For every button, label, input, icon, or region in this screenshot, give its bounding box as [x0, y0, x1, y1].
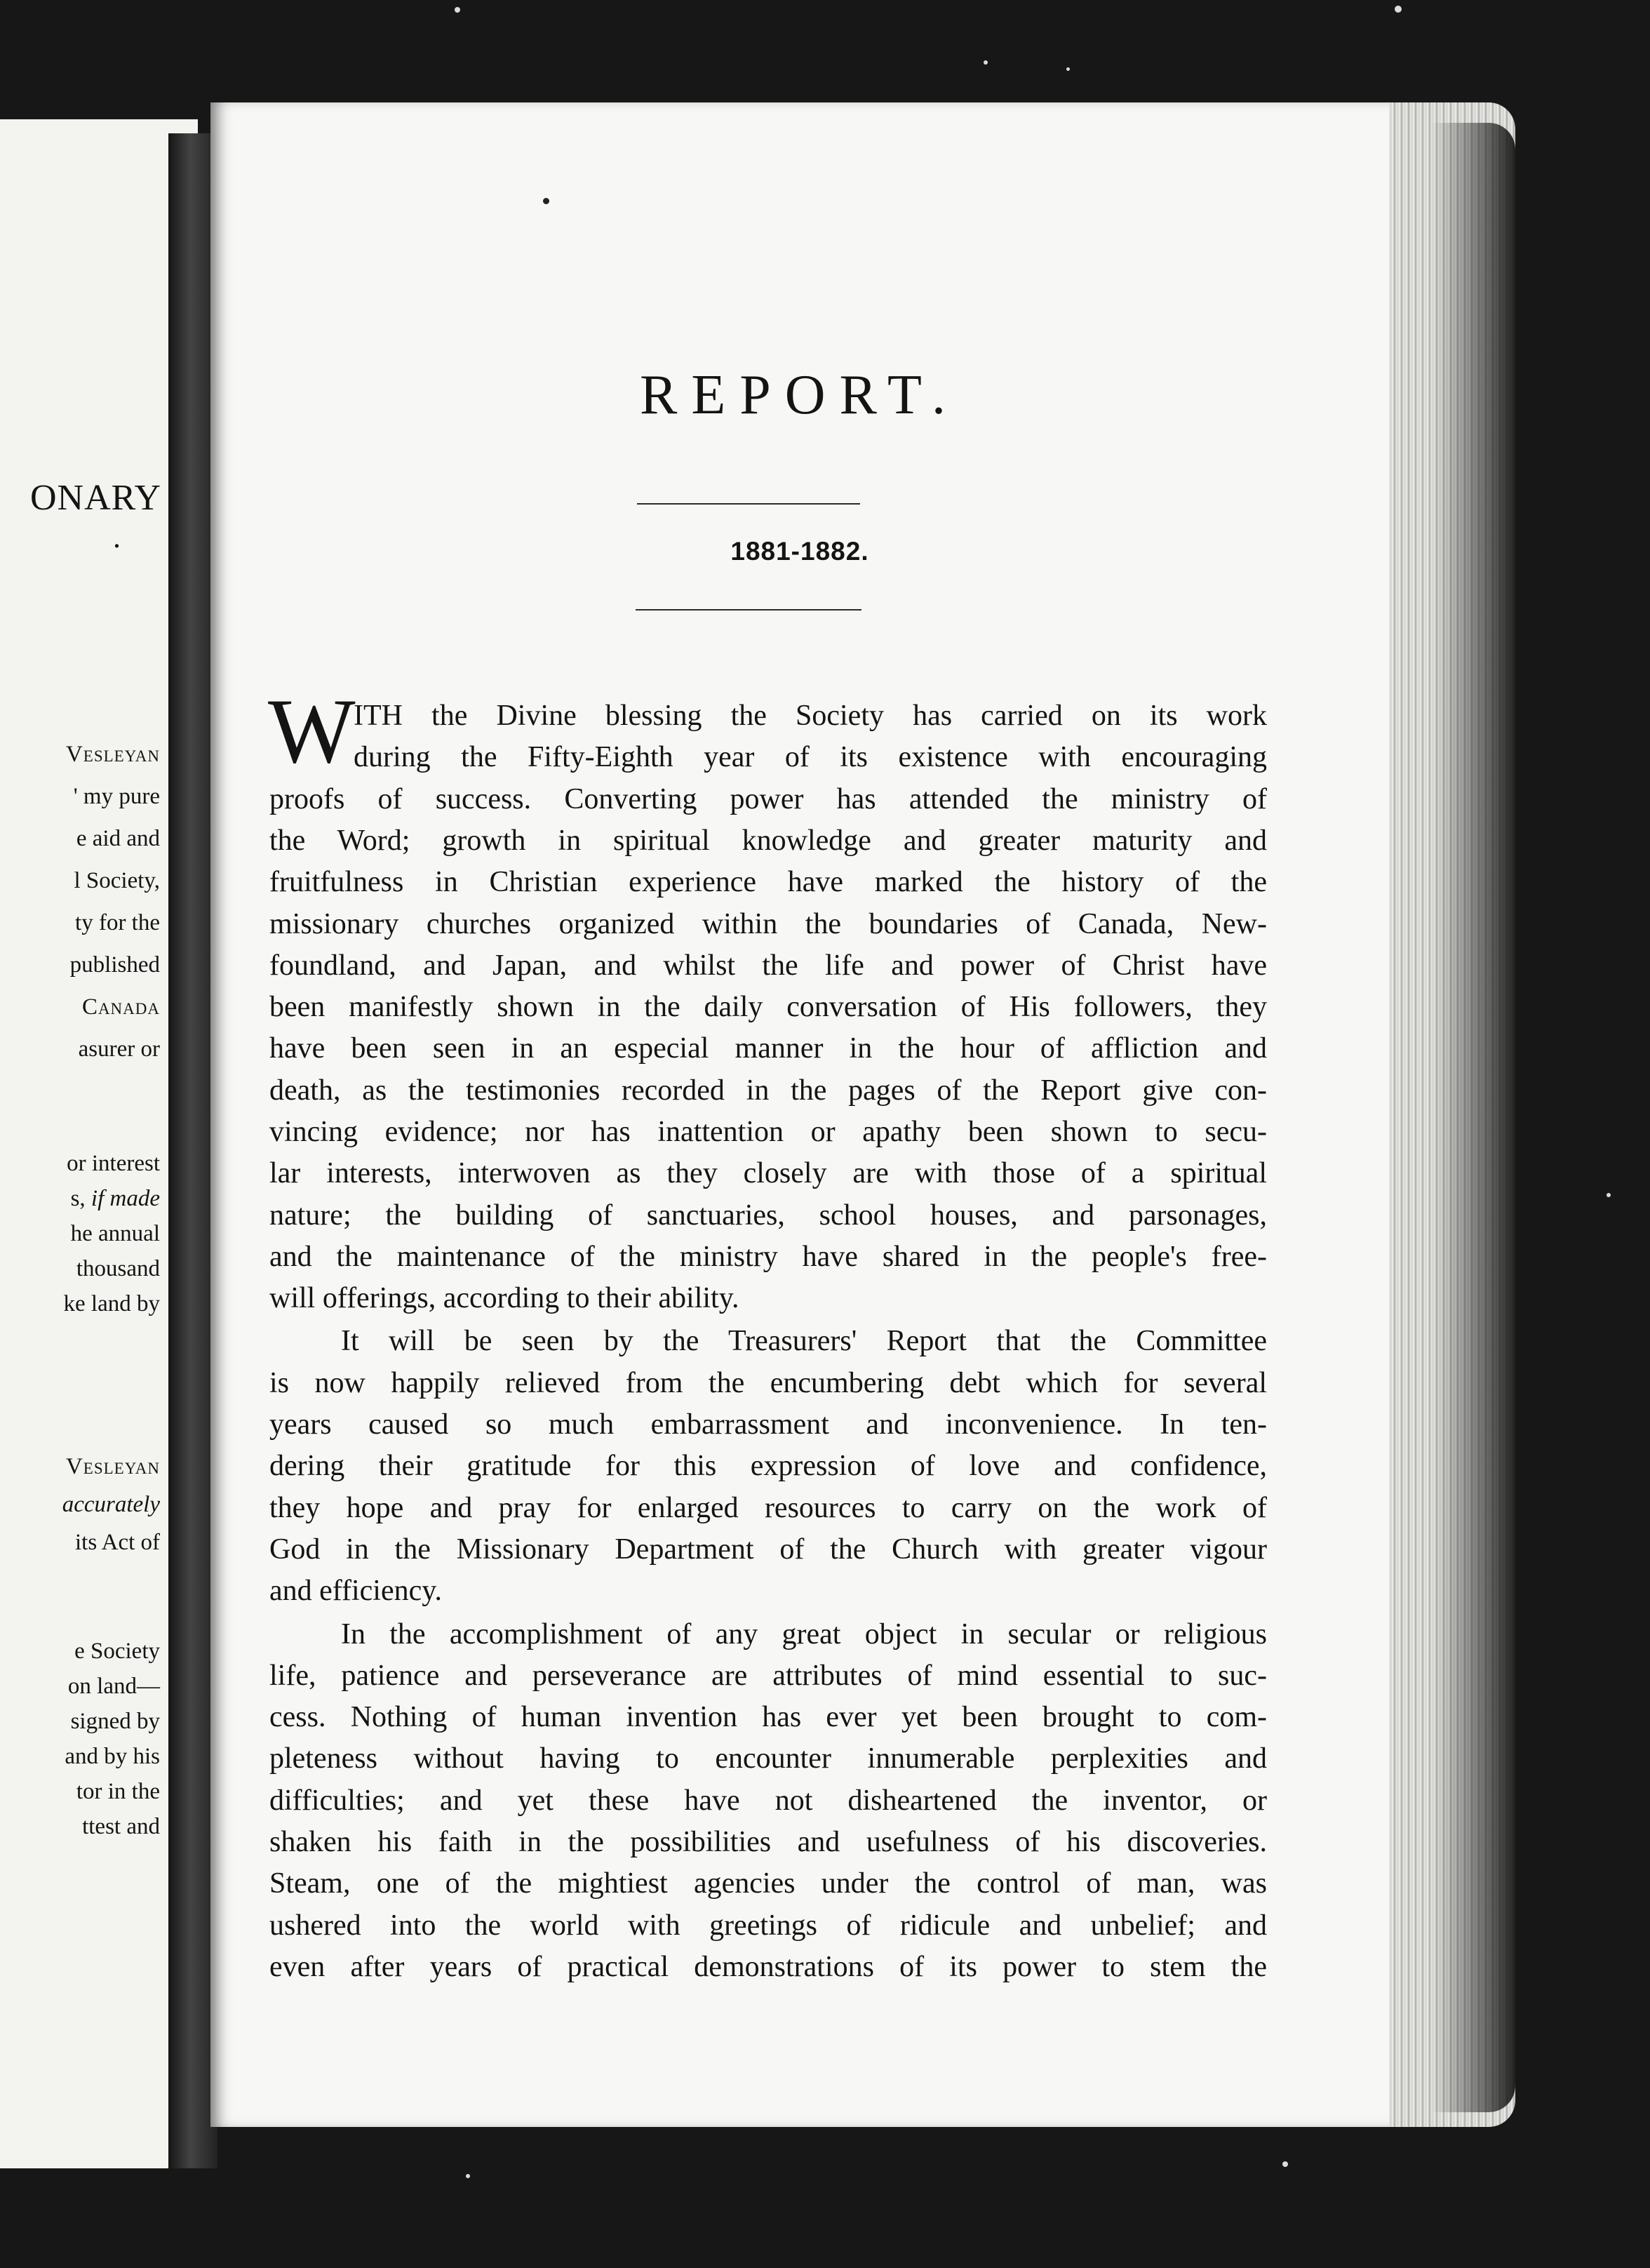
body-text-line: the Word; growth in spiritual knowledge and greater maturity and: [269, 825, 1267, 857]
left-page-line: asurer or: [78, 1036, 160, 1062]
left-page-line: Canada: [81, 994, 160, 1020]
body-text-line: foundland, and Japan, and whilst the life and power of Christ have: [269, 949, 1267, 982]
left-page-line: Vesleyan: [65, 1454, 160, 1479]
body-text-line: cess. Nothing of human invention has ever yet been brought to com-: [269, 1701, 1267, 1733]
body-text-line: Steam, one of the mightiest agencies under the control of man, was: [269, 1867, 1267, 1900]
left-page-line: s, if made: [70, 1186, 160, 1211]
left-page-line: ke land by: [63, 1291, 160, 1316]
left-page-line: e aid and: [76, 826, 160, 851]
left-page-line: tor in the: [76, 1779, 160, 1804]
dust-speck: [1282, 2161, 1288, 2167]
body-text-line: have been seen in an especial manner in the hour of affliction and: [269, 1032, 1267, 1065]
dust-speck: [1607, 1193, 1611, 1197]
body-text-line: is now happily relieved from the encumbering debt which for several: [269, 1367, 1267, 1399]
body-text-line: It will be seen by the Treasurers' Report that the Committee: [341, 1325, 1267, 1357]
left-page-line: accurately: [62, 1492, 160, 1517]
left-page-line: published: [69, 952, 160, 978]
title-rule-top: [637, 503, 860, 505]
drop-cap: W: [268, 679, 356, 782]
body-text-line: life, patience and perseverance are attributes of mind essential to suc-: [269, 1660, 1267, 1692]
body-text-line: nature; the building of sanctuaries, school houses, and parsonages,: [269, 1199, 1267, 1232]
left-page-line: thousand: [76, 1256, 160, 1281]
left-page-line: e Society: [74, 1639, 160, 1664]
left-page-heading: ONARY: [29, 478, 161, 518]
body-text-line: shaken his faith in the possibilities and usefulness of his discoveries.: [269, 1826, 1267, 1858]
report-years: 1881-1882.: [730, 537, 869, 566]
dust-speck: [1066, 67, 1070, 71]
left-page-line: ty for the: [75, 910, 160, 935]
left-page-line: he annual: [70, 1221, 160, 1246]
body-text-line: lar interests, interwoven as they closely are with those of a spiritual: [269, 1157, 1267, 1189]
left-page-line: ' my pure: [73, 784, 160, 809]
dust-speck: [466, 2174, 470, 2178]
body-text-line: and the maintenance of the ministry have shared in the people's free-: [269, 1241, 1267, 1273]
body-text-line: been manifestly shown in the daily conversation of His followers, they: [269, 991, 1267, 1023]
ink-dot: [543, 198, 549, 204]
body-text-line: death, as the testimonies recorded in the pages of the Report give con-: [269, 1074, 1267, 1107]
body-text-line: proofs of success. Converting power has attended the ministry of: [269, 783, 1267, 815]
body-text-line: and efficiency.: [269, 1575, 443, 1607]
book-page-edges-shadow: [1431, 123, 1515, 2112]
body-text-line: ushered into the world with greetings of ridicule and unbelief; and: [269, 1909, 1267, 1942]
left-page-line: l Society,: [74, 868, 160, 893]
left-page-line: ttest and: [82, 1814, 160, 1839]
left-page-line: or interest: [67, 1151, 160, 1176]
body-text-line: difficulties; and yet these have not disheartened the inventor, or: [269, 1785, 1267, 1817]
title-rule-bottom: [636, 609, 861, 611]
body-text-line: during the Fifty-Eighth year of its existence with encouraging: [354, 741, 1267, 773]
body-text-line: even after years of practical demonstrations of its power to stem the: [269, 1951, 1267, 1983]
dust-speck: [984, 60, 988, 65]
body-text-line: dering their gratitude for this expression of love and confidence,: [269, 1450, 1267, 1482]
body-text-line: fruitfulness in Christian experience have marked the history of the: [269, 866, 1267, 898]
body-text-line: vincing evidence; nor has inattention or apathy been shown to secu-: [269, 1116, 1267, 1148]
body-text-line: pleteness without having to encounter innumerable perplexities and: [269, 1742, 1267, 1775]
left-page-line: signed by: [70, 1709, 160, 1734]
body-text-line: they hope and pray for enlarged resources to carry on the work of: [269, 1492, 1267, 1524]
left-page-line: and by his: [65, 1744, 160, 1769]
left-page-line: its Act of: [75, 1530, 160, 1555]
left-page-line: Vesleyan: [65, 742, 160, 767]
body-text-line: ITH the Divine blessing the Society has carried on its work: [354, 700, 1267, 732]
left-page-heading-mark: .: [113, 520, 121, 554]
dust-speck: [455, 7, 460, 13]
body-text-line: God in the Missionary Department of the Church with greater vigour: [269, 1533, 1267, 1566]
body-text-line: years caused so much embarrassment and inconvenience. In ten-: [269, 1408, 1267, 1441]
body-text-line: In the accomplishment of any great object in secular or religious: [341, 1618, 1267, 1650]
page-title: REPORT.: [640, 364, 960, 426]
dust-speck: [1395, 6, 1402, 13]
body-text-line: will offerings, according to their ability.: [269, 1282, 739, 1314]
body-text-line: missionary churches organized within the boundaries of Canada, New-: [269, 908, 1267, 940]
left-page-line: on land—: [67, 1674, 160, 1699]
